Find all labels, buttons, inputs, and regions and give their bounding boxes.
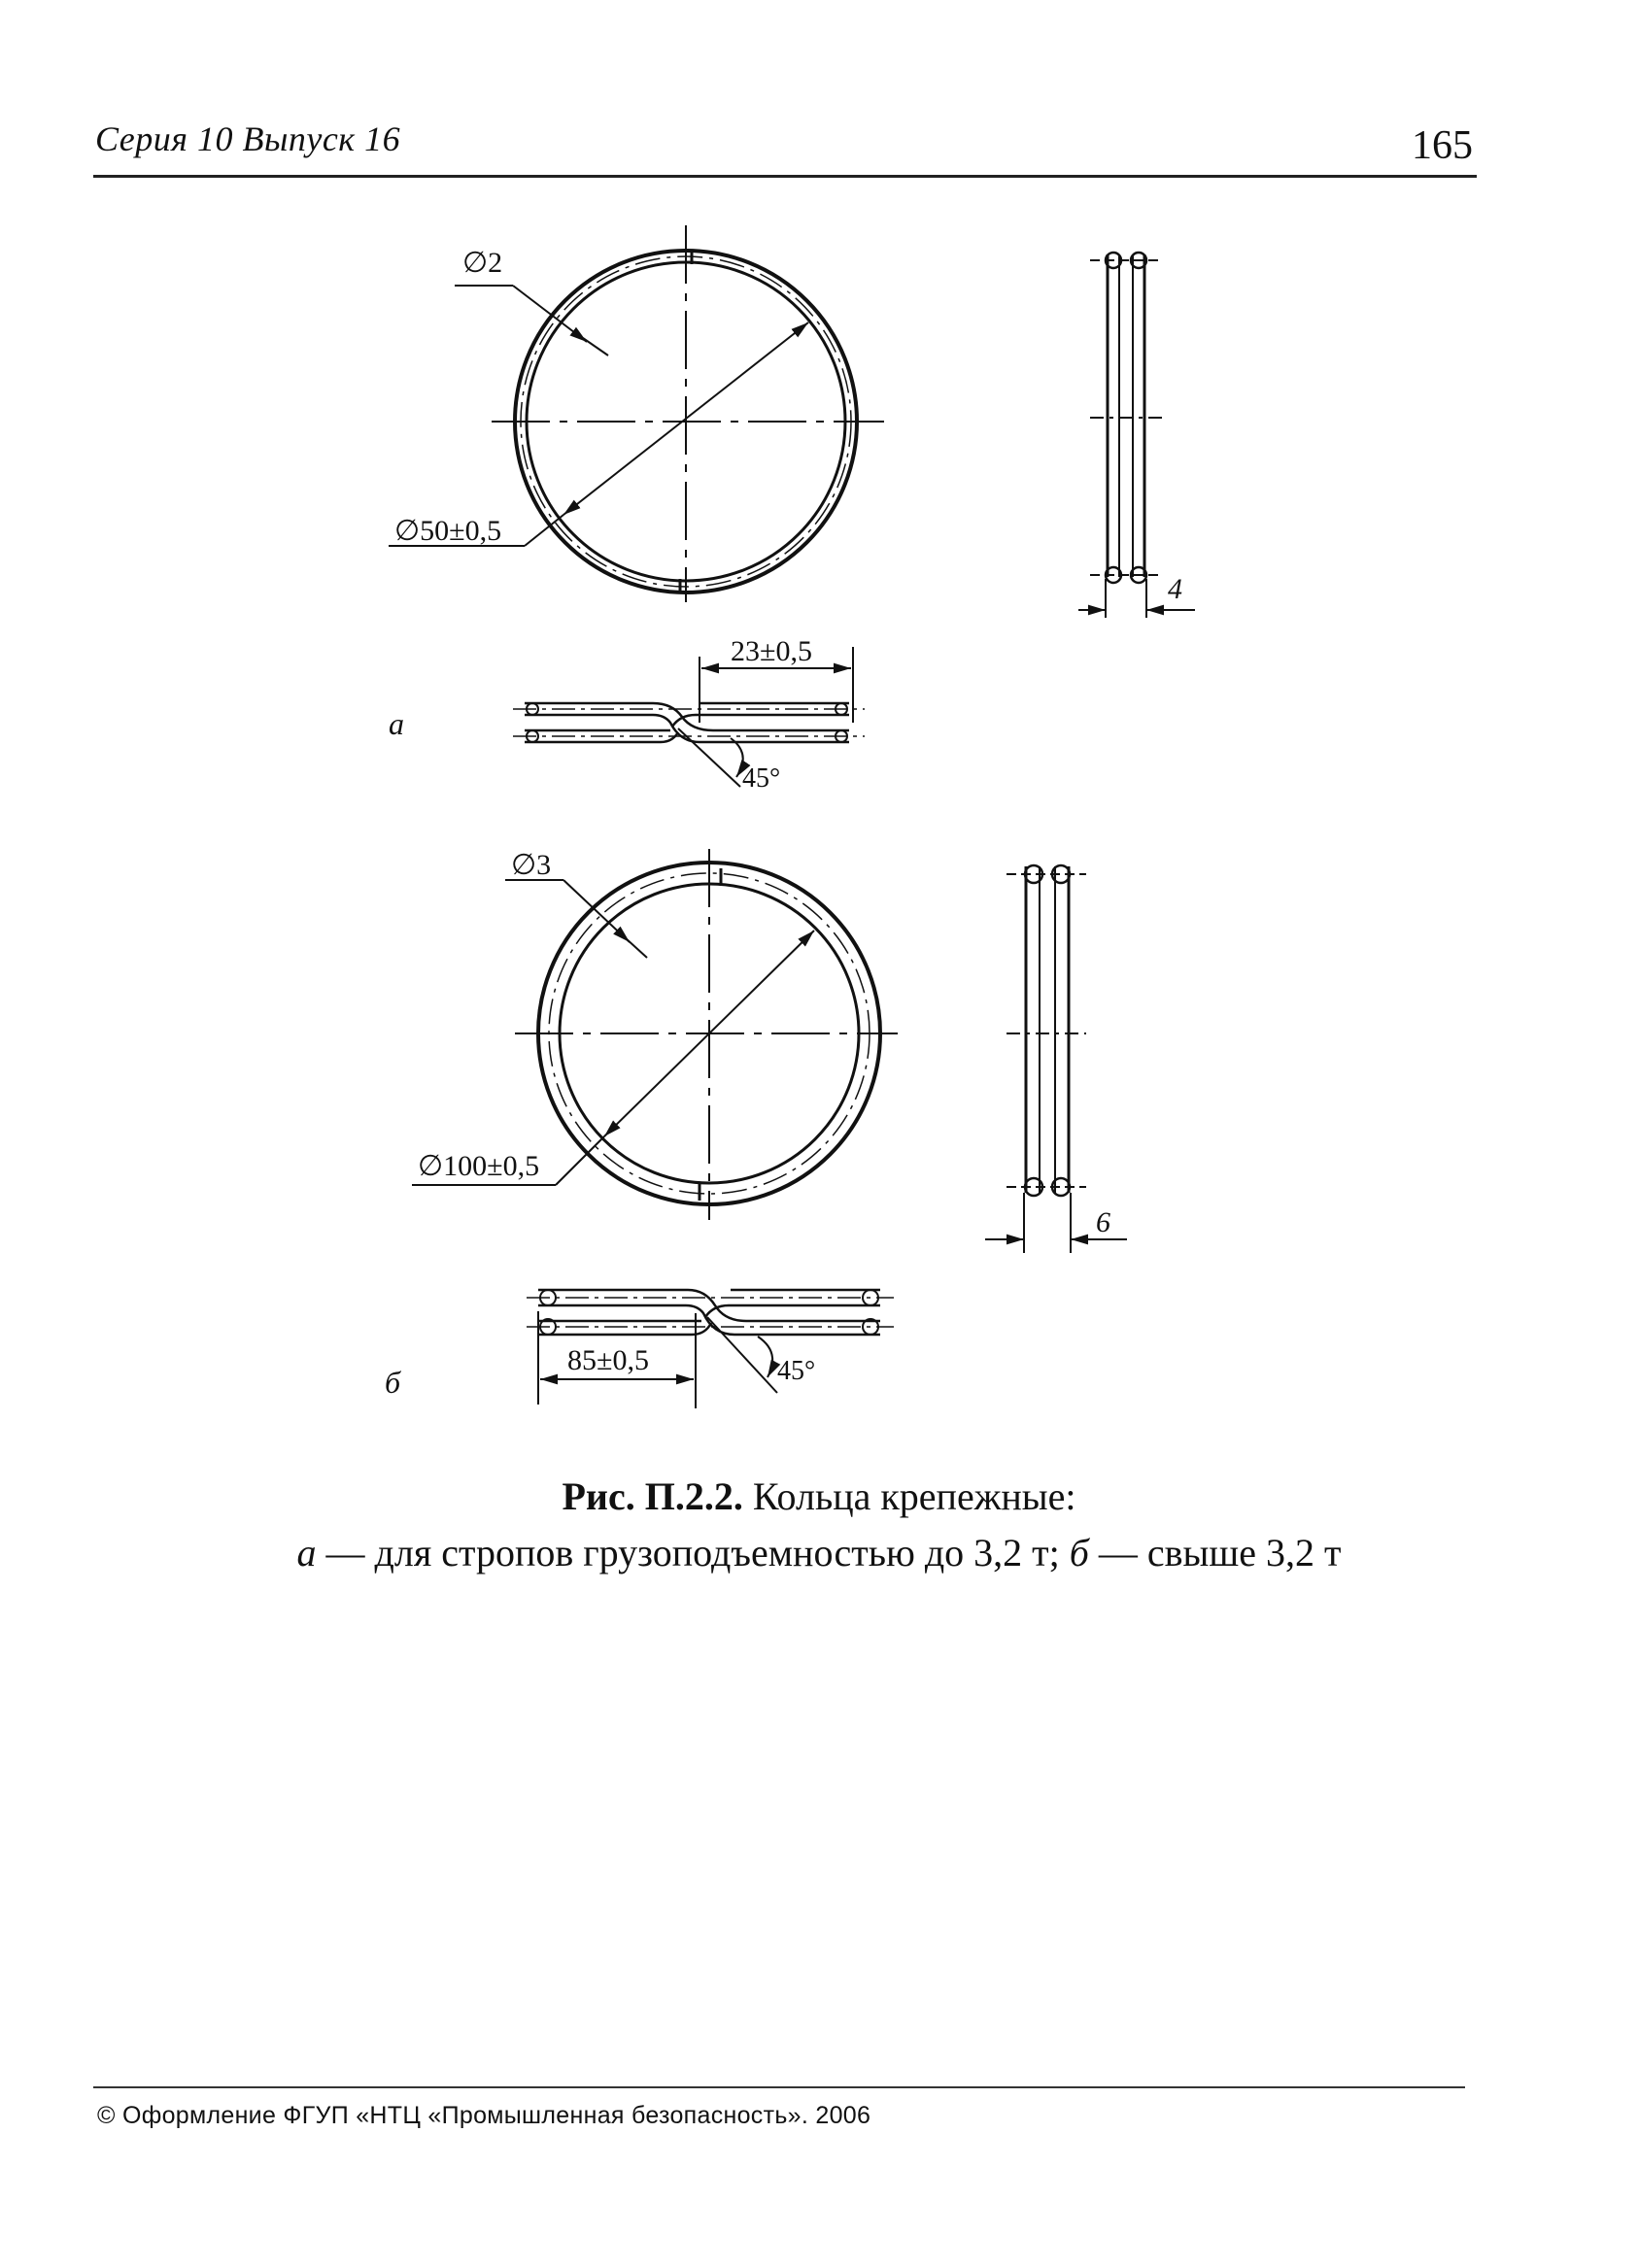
figure-caption: [0, 1469, 1638, 1581]
figure-number: Рис. П.2.2.: [562, 1474, 743, 1518]
footer-divider: [93, 2086, 1465, 2088]
running-header: Серия 10 Выпуск 16: [95, 119, 401, 158]
caption-line-1: [0, 1469, 1638, 1525]
caption-line-2: [0, 1525, 1638, 1581]
ring-a-thickness: 4: [1168, 573, 1182, 605]
caption-b-text: — свыше 3,2 т: [1088, 1531, 1342, 1574]
ring-a-overlap-length: 23±0,5: [731, 635, 812, 667]
caption-a-text: — для стропов грузоподъемностью до 3,2 т;: [316, 1531, 1070, 1574]
caption-a-letter: а: [296, 1531, 317, 1574]
ring-a-wire-diameter: ∅2: [462, 247, 503, 279]
ring-b-thickness: 6: [1096, 1206, 1110, 1238]
ring-b-ring-diameter: ∅100±0,5: [418, 1150, 540, 1182]
figure-title: Кольца крепежные:: [742, 1474, 1076, 1518]
page-number: 165: [1412, 123, 1473, 168]
caption-b-letter: б: [1069, 1531, 1089, 1574]
variant-b-label: б: [385, 1365, 401, 1400]
copyright-footer: © Оформление ФГУП «НТЦ «Промышленная безопасность». 2006: [97, 2102, 871, 2129]
ring-a-side-view: [1078, 253, 1195, 618]
ring-b-cut-angle: 45°: [777, 1356, 816, 1386]
ring-b-overlap-length: 85±0,5: [567, 1344, 649, 1376]
ring-b-wire-diameter: ∅3: [511, 849, 552, 881]
ring-b-side-view: [985, 865, 1127, 1253]
variant-a-label: а: [389, 706, 404, 741]
ring-a-top-view: [513, 647, 865, 787]
ring-a-ring-diameter: ∅50±0,5: [394, 515, 502, 547]
ring-a-cut-angle: 45°: [742, 763, 781, 794]
